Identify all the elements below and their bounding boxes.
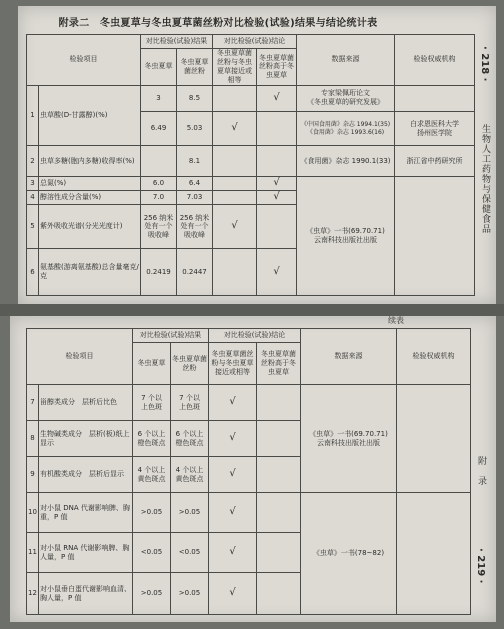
cell-cordyceps: 6.49 (141, 111, 177, 145)
table-row (27, 493, 471, 533)
table-row (27, 146, 475, 176)
cell-higher (257, 146, 297, 176)
cell-mycelium: 6.4 (177, 176, 213, 190)
cell-higher: √ (257, 249, 297, 296)
row-item: 甾醇类成分 层析后比色 (39, 385, 133, 421)
row-item: 对小鼠垂白蛋代谢影响血清、胸人量，P 值 (39, 573, 133, 615)
header-higher: 冬虫夏草菌丝粉高于冬虫夏草 (257, 343, 301, 385)
cell-source: 《虫草》一书(78~82) (301, 493, 397, 615)
cell-mycelium: >0.05 (171, 573, 209, 615)
cell-higher (257, 421, 301, 457)
cell-mycelium: 4 个以上 黄色斑点 (171, 457, 209, 493)
cell-source: 《中国食用菌》杂志 1994.1(35) 《食用菌》杂志 1993.6(16) (297, 111, 395, 145)
row-num: 9 (27, 457, 39, 493)
row-num: 2 (27, 146, 39, 176)
cell-mycelium: 0.2447 (177, 249, 213, 296)
header-source: 数据来源 (297, 35, 395, 86)
cell-mycelium: 256 纳米 处有一个 吸收峰 (177, 204, 213, 249)
header-higher: 冬虫夏草菌丝粉高于冬虫夏草 (257, 49, 297, 85)
row-item: 紫外吸收光谱(分光光度计) (39, 204, 141, 249)
row-num: 5 (27, 204, 39, 249)
header-conclusion: 对比检验(试验)结论 (213, 35, 297, 49)
cell-close (213, 190, 257, 204)
cell-close (213, 146, 257, 176)
row-item: 生物碱类成分 层析(板)纸上显示 (39, 421, 133, 457)
row-item: 虫草酸(D-甘露醇)(%) (39, 85, 141, 146)
row-num: 12 (27, 573, 39, 615)
cell-higher: √ (257, 85, 297, 111)
cell-cordyceps: 0.2419 (141, 249, 177, 296)
cell-higher: √ (257, 176, 297, 190)
cell-cordyceps (141, 146, 177, 176)
row-num: 1 (27, 85, 39, 146)
cell-institution: 白求恩医科大学 扬州医学院 (395, 111, 475, 145)
header-mycelium: 冬虫夏草菌丝粉 (177, 49, 213, 85)
cell-higher (257, 573, 301, 615)
cell-institution (397, 385, 471, 493)
cell-higher (257, 204, 297, 249)
cell-close: √ (213, 111, 257, 145)
row-num: 8 (27, 421, 39, 457)
cell-cordyceps: >0.05 (133, 493, 171, 533)
cell-mycelium: <0.05 (171, 533, 209, 573)
cell-higher: √ (257, 190, 297, 204)
row-num: 7 (27, 385, 39, 421)
cell-close: √ (213, 204, 257, 249)
cell-cordyceps: 7 个以 上色斑 (133, 385, 171, 421)
cell-cordyceps: <0.05 (133, 533, 171, 573)
page-number: · 218 · (479, 46, 490, 82)
header-institution: 检验权威机构 (397, 329, 471, 385)
table-row (27, 176, 475, 190)
header-source: 数据来源 (301, 329, 397, 385)
cell-cordyceps: 256 纳米 处有一个 吸收峰 (141, 204, 177, 249)
header-conclusion: 对比检验(试验)结论 (209, 329, 301, 343)
cell-cordyceps: >0.05 (133, 573, 171, 615)
table-row (27, 85, 475, 111)
cell-close (213, 85, 257, 111)
row-num: 3 (27, 176, 39, 190)
cell-cordyceps: 4 个以上 黄色斑点 (133, 457, 171, 493)
cell-source: 专家梁佩珩论文 《冬虫夏草的研究发展》 (297, 85, 395, 111)
cell-cordyceps: 6 个以上 橙色斑点 (133, 421, 171, 457)
header-results: 对比检验(试验)结果 (141, 35, 213, 49)
row-num: 6 (27, 249, 39, 296)
running-head: 生物人工药物与保健食品 (480, 124, 490, 234)
comparison-table-2 (26, 328, 471, 615)
header-cordyceps: 冬虫夏草 (133, 343, 171, 385)
page-219 (10, 316, 496, 622)
cell-higher (257, 385, 301, 421)
cell-source: 《虫草》一书(69.70.71) 云南科技出版社出版 (301, 385, 397, 493)
header-results: 对比检验(试验)结果 (133, 329, 209, 343)
page-number: · 219 · (475, 548, 486, 584)
cell-mycelium: 8.5 (177, 85, 213, 111)
row-item: 氨基酸(游离氨基酸)总含量毫克/克 (39, 249, 141, 296)
shared-source: 《虫草》一书(69.70.71) 云南科技出版社出版 (297, 176, 395, 295)
row-num: 11 (27, 533, 39, 573)
cell-source: 《食用菌》杂志 1990.1(33) (297, 146, 395, 176)
header-cordyceps: 冬虫夏草 (141, 49, 177, 85)
cell-mycelium: 7 个以 上色斑 (171, 385, 209, 421)
cell-higher (257, 533, 301, 573)
row-item: 虫草多糖(胞内多糖)收得率(%) (39, 146, 141, 176)
page-218 (18, 6, 496, 304)
cell-institution (397, 493, 471, 615)
row-num: 10 (27, 493, 39, 533)
cell-mycelium: 6 个以上 橙色斑点 (171, 421, 209, 457)
header-mycelium: 冬虫夏草菌丝粉 (171, 343, 209, 385)
running-head: 附 录 (476, 456, 486, 486)
cell-close: √ (209, 493, 257, 533)
row-item: 有机酸类成分 层析后显示 (39, 457, 133, 493)
cell-institution: 浙江省中药研究所 (395, 146, 475, 176)
cell-higher (257, 493, 301, 533)
cell-cordyceps: 3 (141, 85, 177, 111)
cell-cordyceps: 7.0 (141, 190, 177, 204)
cell-close: √ (209, 457, 257, 493)
row-item: 对小鼠 RNA 代谢影响脾、胸人量，P 值 (39, 533, 133, 573)
cell-cordyceps: 6.0 (141, 176, 177, 190)
page-gap (0, 304, 504, 316)
cell-close: √ (209, 533, 257, 573)
cell-mycelium: 7.03 (177, 190, 213, 204)
table-title: 附录二 冬虫夏草与冬虫夏草菌丝粉对比检验(试验)结果与结论统计表 (58, 18, 378, 29)
row-item: 总氮(%) (39, 176, 141, 190)
row-item: 对小鼠 DNA 代谢影响脾、胸重，P 值 (39, 493, 133, 533)
cell-mycelium: 5.03 (177, 111, 213, 145)
cell-mycelium: >0.05 (171, 493, 209, 533)
cell-higher (257, 111, 297, 145)
cell-close: √ (209, 421, 257, 457)
row-num: 4 (27, 190, 39, 204)
cell-close: √ (209, 573, 257, 615)
header-close: 冬虫夏草菌丝粉与冬虫夏草接近或相等 (213, 49, 257, 85)
header-institution: 检验权威机构 (395, 35, 475, 86)
cell-institution (395, 176, 475, 295)
header-item: 检验项目 (27, 329, 133, 385)
cell-close (213, 249, 257, 296)
table-row (27, 385, 471, 421)
cell-mycelium: 8.1 (177, 146, 213, 176)
cell-institution (395, 85, 475, 111)
row-item: 醇溶性成分含量(%) (39, 190, 141, 204)
continued-label: 续表 (388, 316, 404, 325)
header-item: 检验项目 (27, 35, 141, 86)
cell-close (213, 176, 257, 190)
cell-higher (257, 457, 301, 493)
cell-close: √ (209, 385, 257, 421)
header-close: 冬虫夏草菌丝粉与冬虫夏草接近或相等 (209, 343, 257, 385)
comparison-table-1 (26, 34, 475, 296)
